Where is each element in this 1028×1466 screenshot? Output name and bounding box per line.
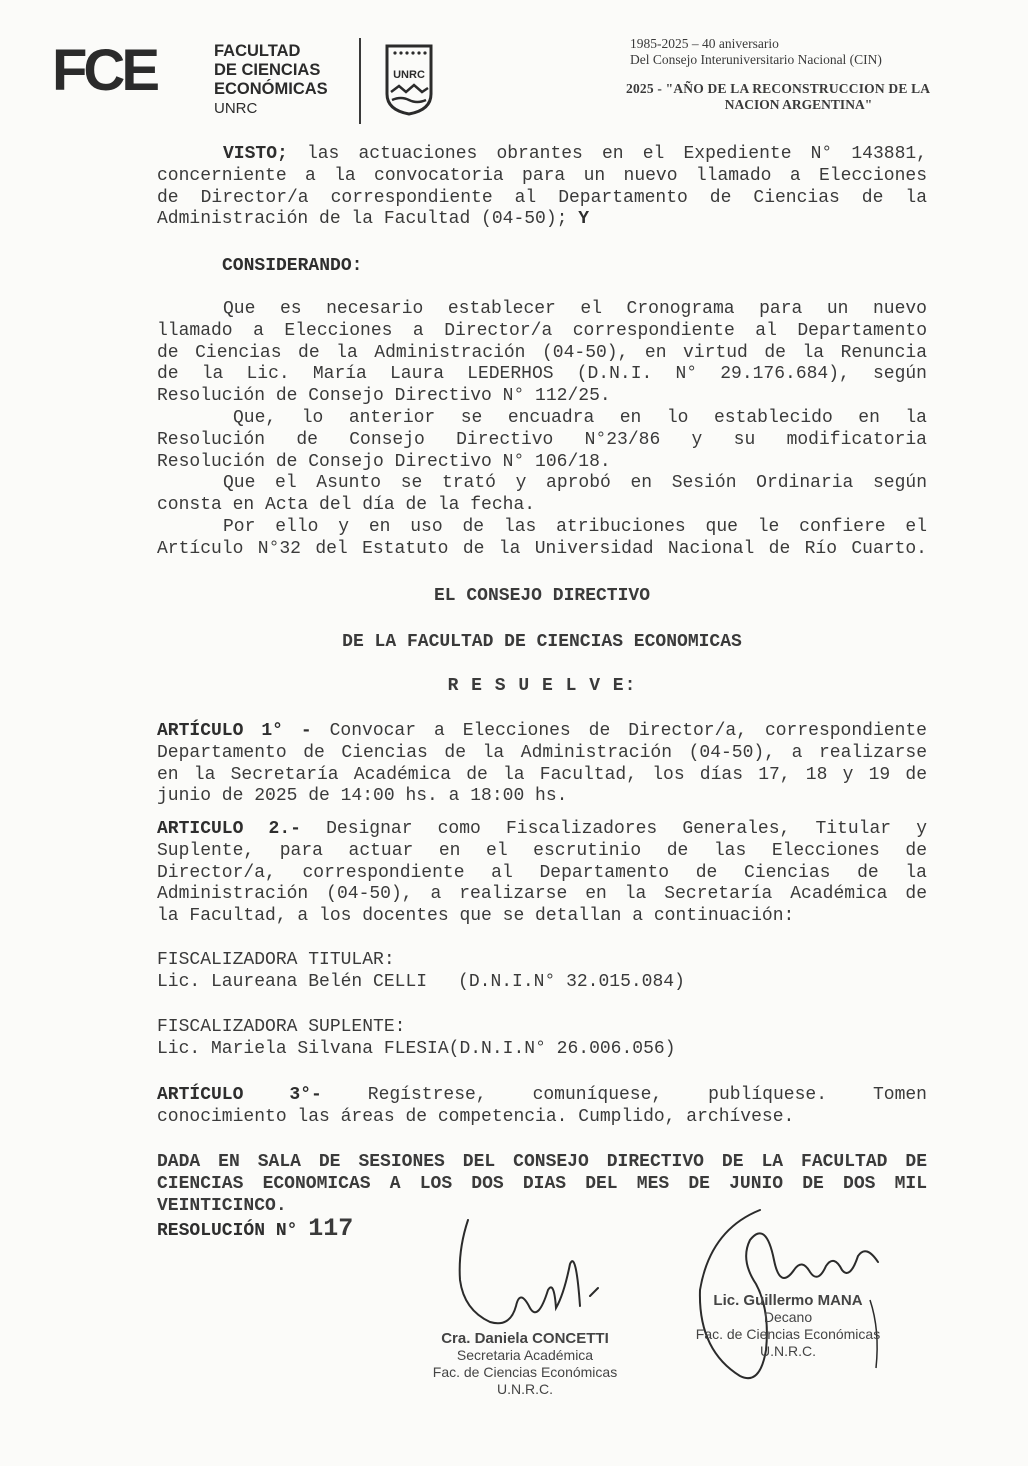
considerando-text: Artículo N°32 del Estatuto de la Universidad Nacional de Río Cuarto. — [157, 538, 927, 559]
articulo-1 — [157, 721, 927, 808]
dada-text: DADA EN SALA DE SESIONES DEL CONSEJO DIRECTIVO DE LA FACULTAD DE — [157, 1152, 927, 1172]
signer-name: Lic. Guillermo MANA — [713, 1292, 863, 1309]
signer-name: Cra. Daniela CONCETTI — [441, 1330, 609, 1347]
facultad-heading: DE LA FACULTAD DE CIENCIAS ECONOMICAS — [342, 632, 742, 652]
visto-text: concerniente a la convocatoria para un nuevo llamado a Elecciones — [157, 165, 927, 186]
considerando-text: llamado a Elecciones a Director/a correspondiente al Departamento — [157, 320, 927, 341]
considerando-text: Que el Asunto se trató y aprobó en Sesión Ordinaria según — [223, 473, 927, 494]
signature-concetti-icon — [430, 1210, 610, 1330]
visto-section — [157, 144, 927, 231]
anniversary-line: 1985-2025 – 40 aniversario — [630, 36, 779, 51]
visto-text: las actuaciones obrantes en el Expediente N° 143881, — [306, 144, 927, 164]
articulo-3-text: conocimiento las áreas de competencia. Cumplido, archívese. — [157, 1106, 795, 1127]
signature-block-right — [688, 1292, 888, 1360]
fiscalizadora-titular-label: FISCALIZADORA TITULAR: — [157, 950, 395, 970]
considerando-text: de la Lic. María Laura LEDERHOS (D.N.I. N° 29.176.684), según — [157, 364, 927, 385]
header-right — [626, 36, 971, 113]
consejo-heading: EL CONSEJO DIRECTIVO — [433, 586, 651, 606]
signer-title: U.N.R.C. — [760, 1343, 816, 1359]
year-motto: 2025 - "AÑO DE LA RECONSTRUCCION DE LA — [626, 81, 931, 96]
fiscalizadora-suplente-dni: (D.N.I.N° 26.006.056) — [448, 1038, 676, 1059]
articulo-3-text: Regístrese, comuníquese, publíquese. Tomen — [367, 1085, 927, 1105]
visto-y: Y — [578, 209, 590, 230]
considerando-body — [157, 299, 927, 561]
fiscalizadora-suplente-label: FISCALIZADORA SUPLENTE: — [157, 1017, 406, 1037]
articulo-2-text: Designar como Fiscalizadores Generales, Titular y — [326, 819, 927, 839]
articulo-2-text: Administración (04-50), a realizarse en la Secretaría Académica de — [157, 884, 927, 905]
crest-label: UNRC — [393, 69, 425, 81]
faculty-line: DE CIENCIAS — [214, 61, 321, 79]
articulo-2 — [157, 819, 927, 928]
considerando-text: Resolución de Consejo Directivo N° 106/18. — [157, 451, 611, 472]
visto-label: VISTO; — [223, 144, 288, 164]
faculty-name — [214, 42, 328, 118]
considerando-text: Resolución de Consejo Directivo N°23/86 y su modificatoria — [157, 429, 927, 450]
year-motto: NACION ARGENTINA" — [724, 97, 873, 112]
fiscalizadora-titular — [157, 950, 685, 994]
considerando-text: Que es necesario establecer el Cronograma para un nuevo — [223, 299, 927, 319]
faculty-line: ECONÓMICAS — [214, 80, 328, 98]
header-divider — [359, 38, 361, 124]
considerando-text: de Ciencias de la Administración (04-50), en virtud de la Renuncia — [157, 342, 927, 363]
anniversary-line: Del Consejo Interuniversitario Nacional (CIN) — [630, 52, 882, 67]
visto-text: de Director/a correspondiente al Departamento de Ciencias de la — [157, 187, 927, 208]
faculty-line: FACULTAD — [214, 42, 301, 60]
signer-title: Secretaria Académica — [456, 1347, 594, 1363]
articulo-1-label: ARTÍCULO 1° - — [157, 721, 312, 741]
considerando-text: Resolución de Consejo Directivo N° 112/25. — [157, 386, 611, 407]
visto-text: Administración de la Facultad (04-50); — [157, 209, 568, 230]
articulo-2-text: la Facultad, a los docentes que se detallan a continuación: — [157, 906, 795, 927]
dada-text: CIENCIAS ECONOMICAS A LOS DOS DIAS DEL MES DE JUNIO DE DOS MIL — [157, 1173, 927, 1194]
fiscalizadora-suplente-name: Lic. Mariela Silvana FLESIA — [157, 1038, 449, 1059]
signature-block-left — [420, 1330, 630, 1398]
considerando-text: Que, lo anterior se encuadra en lo establecido en la — [233, 407, 927, 428]
signer-title: U.N.R.C. — [497, 1381, 553, 1397]
articulo-3 — [157, 1085, 927, 1129]
articulo-1-text: junio de 2025 de 14:00 hs. a 18:00 hs. — [157, 786, 568, 807]
articulo-2-text: Suplente, para actuar en el escrutinio de las Elecciones de — [157, 840, 927, 861]
considerando-text: Por ello y en uso de las atribuciones que le confiere el — [223, 516, 927, 537]
signer-title: Fac. de Ciencias Económicas — [432, 1364, 618, 1380]
articulo-1-text: Departamento de Ciencias de la Administración (04-50), a realizarse — [157, 742, 927, 763]
resuelve-heading: R E S U E L V E: — [447, 676, 637, 696]
considerando-label: CONSIDERANDO: — [222, 256, 363, 276]
resolucion-label: RESOLUCIÓN N° — [157, 1221, 298, 1241]
dada-text: VEINTICINCO. — [157, 1195, 287, 1216]
articulo-3-label: ARTÍCULO 3°- — [157, 1085, 322, 1105]
considerando-text: consta en Acta del día de la fecha. — [157, 495, 536, 516]
articulo-2-label: ARTICULO 2.- — [157, 819, 301, 839]
resolucion-number — [157, 1214, 354, 1243]
unrc-crest-icon — [384, 44, 434, 116]
resolucion-value: 117 — [308, 1214, 354, 1243]
fce-logo-mark: FCE — [52, 38, 156, 103]
signer-title: Fac. de Ciencias Económicas — [695, 1326, 881, 1342]
faculty-line: UNRC — [214, 100, 258, 117]
fiscalizadora-suplente — [157, 1017, 676, 1061]
signer-title: Decano — [763, 1309, 813, 1325]
articulo-1-text: Convocar a Elecciones de Director/a, correspondiente — [329, 721, 927, 741]
articulo-2-text: Director/a, correspondiente al Departamento de Ciencias de la — [157, 862, 927, 883]
fiscalizadora-titular-dni: (D.N.I.N° 32.015.084) — [458, 971, 685, 992]
fiscalizadora-titular-name: Lic. Laureana Belén CELLI — [157, 971, 428, 992]
fce-logo — [52, 38, 192, 103]
articulo-1-text: en la Secretaría Académica de la Facultad, los días 17, 18 y 19 de — [157, 764, 927, 785]
